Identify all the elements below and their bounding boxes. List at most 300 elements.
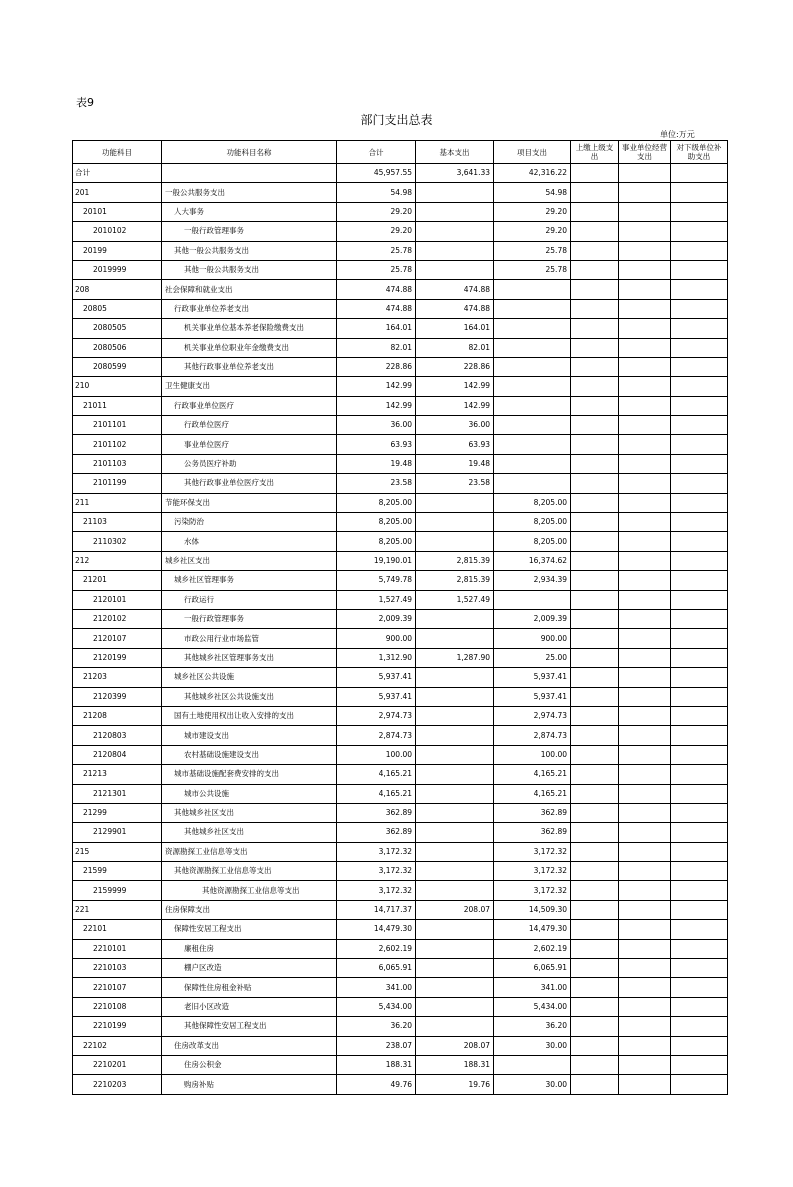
row-enterprise xyxy=(619,1036,671,1055)
row-subsidy xyxy=(671,803,728,822)
row-project: 900.00 xyxy=(494,629,571,648)
row-upper xyxy=(571,493,619,512)
row-total: 36.00 xyxy=(337,416,416,435)
row-code: 2210199 xyxy=(73,1017,162,1036)
table-row xyxy=(73,396,728,415)
row-enterprise xyxy=(619,920,671,939)
row-name: 城乡社区公共设施 xyxy=(162,668,337,687)
row-upper xyxy=(571,1017,619,1036)
row-basic xyxy=(416,241,494,260)
row-project: 3,172.32 xyxy=(494,881,571,900)
row-total: 45,957.55 xyxy=(337,164,416,183)
row-code: 21599 xyxy=(73,862,162,881)
row-name: 污染防治 xyxy=(162,513,337,532)
row-code: 2101199 xyxy=(73,474,162,493)
row-code: 21203 xyxy=(73,668,162,687)
row-code: 2101102 xyxy=(73,435,162,454)
row-total: 19,190.01 xyxy=(337,551,416,570)
row-name: 社会保障和就业支出 xyxy=(162,280,337,299)
row-subsidy xyxy=(671,202,728,221)
row-total: 362.89 xyxy=(337,823,416,842)
row-project: 30.00 xyxy=(494,1036,571,1055)
row-code: 2121301 xyxy=(73,784,162,803)
row-enterprise xyxy=(619,1075,671,1094)
row-enterprise xyxy=(619,532,671,551)
row-subsidy xyxy=(671,260,728,279)
header-name: 功能科目名称 xyxy=(162,141,337,164)
table-row xyxy=(73,784,728,803)
row-basic: 142.99 xyxy=(416,396,494,415)
table-row xyxy=(73,842,728,861)
row-total: 164.01 xyxy=(337,319,416,338)
row-upper xyxy=(571,222,619,241)
table-row xyxy=(73,1017,728,1036)
row-upper xyxy=(571,571,619,590)
row-code: 215 xyxy=(73,842,162,861)
row-total: 8,205.00 xyxy=(337,532,416,551)
row-name: 市政公用行业市场监管 xyxy=(162,629,337,648)
row-name: 其他城乡社区支出 xyxy=(162,823,337,842)
row-project: 5,937.41 xyxy=(494,668,571,687)
row-subsidy xyxy=(671,862,728,881)
row-project: 100.00 xyxy=(494,745,571,764)
row-basic: 2,815.39 xyxy=(416,571,494,590)
row-project xyxy=(494,590,571,609)
row-code: 20199 xyxy=(73,241,162,260)
row-subsidy xyxy=(671,726,728,745)
row-project: 25.78 xyxy=(494,260,571,279)
row-name: 其他资源勘探工业信息等支出 xyxy=(162,862,337,881)
row-enterprise xyxy=(619,164,671,183)
row-total: 23.58 xyxy=(337,474,416,493)
row-total: 100.00 xyxy=(337,745,416,764)
row-code: 208 xyxy=(73,280,162,299)
row-name: 棚户区改造 xyxy=(162,959,337,978)
row-upper xyxy=(571,803,619,822)
row-enterprise xyxy=(619,590,671,609)
row-code: 21103 xyxy=(73,513,162,532)
row-name: 购房补贴 xyxy=(162,1075,337,1094)
row-name: 城乡社区管理事务 xyxy=(162,571,337,590)
row-code: 2101103 xyxy=(73,454,162,473)
row-total: 4,165.21 xyxy=(337,784,416,803)
row-project: 5,937.41 xyxy=(494,687,571,706)
row-upper xyxy=(571,842,619,861)
row-code: 201 xyxy=(73,183,162,202)
row-upper xyxy=(571,338,619,357)
row-upper xyxy=(571,590,619,609)
table-row xyxy=(73,183,728,202)
row-code: 合计 xyxy=(73,164,162,183)
row-enterprise xyxy=(619,823,671,842)
row-name xyxy=(162,164,337,183)
row-upper xyxy=(571,435,619,454)
page-title: 部门支出总表 xyxy=(360,113,433,127)
row-upper xyxy=(571,745,619,764)
row-code: 22101 xyxy=(73,920,162,939)
header-project: 项目支出 xyxy=(494,141,571,164)
row-upper xyxy=(571,862,619,881)
row-total: 5,749.78 xyxy=(337,571,416,590)
table-row xyxy=(73,726,728,745)
row-project xyxy=(494,454,571,473)
row-subsidy xyxy=(671,474,728,493)
row-name: 节能环保支出 xyxy=(162,493,337,512)
row-name: 行政事业单位养老支出 xyxy=(162,299,337,318)
row-subsidy xyxy=(671,435,728,454)
table-row xyxy=(73,222,728,241)
row-code: 22102 xyxy=(73,1036,162,1055)
row-subsidy xyxy=(671,784,728,803)
table-row xyxy=(73,920,728,939)
row-subsidy xyxy=(671,745,728,764)
row-upper xyxy=(571,396,619,415)
row-total: 2,974.73 xyxy=(337,706,416,725)
row-basic xyxy=(416,920,494,939)
table-row xyxy=(73,648,728,667)
row-total: 54.98 xyxy=(337,183,416,202)
row-enterprise xyxy=(619,609,671,628)
table-number-label: 表9 xyxy=(76,96,94,109)
row-name: 其他资源勘探工业信息等支出 xyxy=(162,881,337,900)
row-name: 公务员医疗补助 xyxy=(162,454,337,473)
row-total: 29.20 xyxy=(337,202,416,221)
table-row xyxy=(73,338,728,357)
row-subsidy xyxy=(671,396,728,415)
row-subsidy xyxy=(671,280,728,299)
table-row xyxy=(73,299,728,318)
row-code: 221 xyxy=(73,900,162,919)
row-subsidy xyxy=(671,222,728,241)
row-project: 30.00 xyxy=(494,1075,571,1094)
row-upper xyxy=(571,978,619,997)
row-upper xyxy=(571,726,619,745)
row-basic xyxy=(416,629,494,648)
row-subsidy xyxy=(671,997,728,1016)
row-subsidy xyxy=(671,183,728,202)
row-code: 21201 xyxy=(73,571,162,590)
row-upper xyxy=(571,183,619,202)
table-row xyxy=(73,997,728,1016)
row-name: 农村基础设施建设支出 xyxy=(162,745,337,764)
row-enterprise xyxy=(619,513,671,532)
row-upper xyxy=(571,416,619,435)
row-total: 142.99 xyxy=(337,377,416,396)
row-name: 保障性住房租金补贴 xyxy=(162,978,337,997)
header-basic: 基本支出 xyxy=(416,141,494,164)
row-upper xyxy=(571,377,619,396)
row-subsidy xyxy=(671,571,728,590)
row-upper xyxy=(571,900,619,919)
row-code: 21299 xyxy=(73,803,162,822)
table-row xyxy=(73,609,728,628)
row-project: 5,434.00 xyxy=(494,997,571,1016)
row-basic: 36.00 xyxy=(416,416,494,435)
row-subsidy xyxy=(671,338,728,357)
row-basic xyxy=(416,183,494,202)
row-code: 2010102 xyxy=(73,222,162,241)
row-code: 20805 xyxy=(73,299,162,318)
row-upper xyxy=(571,1055,619,1074)
row-code: 21011 xyxy=(73,396,162,415)
row-upper xyxy=(571,648,619,667)
table-row xyxy=(73,454,728,473)
row-total: 238.07 xyxy=(337,1036,416,1055)
row-project: 341.00 xyxy=(494,978,571,997)
row-basic xyxy=(416,222,494,241)
row-subsidy xyxy=(671,513,728,532)
row-enterprise xyxy=(619,396,671,415)
row-project: 2,934.39 xyxy=(494,571,571,590)
row-project: 36.20 xyxy=(494,1017,571,1036)
row-code: 2120803 xyxy=(73,726,162,745)
row-project xyxy=(494,1055,571,1074)
row-project: 2,974.73 xyxy=(494,706,571,725)
row-name: 一般行政管理事务 xyxy=(162,609,337,628)
table-row xyxy=(73,803,728,822)
row-enterprise xyxy=(619,416,671,435)
row-enterprise xyxy=(619,784,671,803)
row-total: 2,009.39 xyxy=(337,609,416,628)
row-basic: 208.07 xyxy=(416,900,494,919)
row-project xyxy=(494,299,571,318)
row-enterprise xyxy=(619,959,671,978)
row-upper xyxy=(571,765,619,784)
row-project: 29.20 xyxy=(494,202,571,221)
table-row xyxy=(73,862,728,881)
row-subsidy xyxy=(671,299,728,318)
row-enterprise xyxy=(619,319,671,338)
row-subsidy xyxy=(671,1055,728,1074)
row-total: 49.76 xyxy=(337,1075,416,1094)
row-code: 21208 xyxy=(73,706,162,725)
row-basic xyxy=(416,202,494,221)
row-enterprise xyxy=(619,1055,671,1074)
row-total: 19.48 xyxy=(337,454,416,473)
row-total: 341.00 xyxy=(337,978,416,997)
row-name: 人大事务 xyxy=(162,202,337,221)
row-upper xyxy=(571,609,619,628)
row-total: 5,937.41 xyxy=(337,687,416,706)
row-name: 其他行政事业单位养老支出 xyxy=(162,357,337,376)
row-name: 其他保障性安居工程支出 xyxy=(162,1017,337,1036)
row-code: 2120399 xyxy=(73,687,162,706)
row-basic xyxy=(416,939,494,958)
row-name: 城市建设支出 xyxy=(162,726,337,745)
unit-label: 单位:万元 xyxy=(660,130,695,139)
row-code: 212 xyxy=(73,551,162,570)
table-row xyxy=(73,571,728,590)
row-subsidy xyxy=(671,978,728,997)
row-name: 资源勘探工业信息等支出 xyxy=(162,842,337,861)
table-row xyxy=(73,706,728,725)
row-upper xyxy=(571,357,619,376)
row-project: 42,316.22 xyxy=(494,164,571,183)
row-basic xyxy=(416,959,494,978)
row-enterprise xyxy=(619,803,671,822)
table-row xyxy=(73,1075,728,1094)
row-subsidy xyxy=(671,164,728,183)
row-total: 362.89 xyxy=(337,803,416,822)
row-project: 8,205.00 xyxy=(494,532,571,551)
row-code: 2159999 xyxy=(73,881,162,900)
row-name: 其他一般公共服务支出 xyxy=(162,241,337,260)
row-code: 20101 xyxy=(73,202,162,221)
row-enterprise xyxy=(619,862,671,881)
row-project: 6,065.91 xyxy=(494,959,571,978)
row-upper xyxy=(571,260,619,279)
header-upper: 上缴上级支出 xyxy=(571,141,619,164)
row-enterprise xyxy=(619,939,671,958)
row-subsidy xyxy=(671,900,728,919)
row-project xyxy=(494,396,571,415)
row-basic xyxy=(416,803,494,822)
row-code: 2210201 xyxy=(73,1055,162,1074)
row-code: 2080599 xyxy=(73,357,162,376)
row-basic: 82.01 xyxy=(416,338,494,357)
row-basic: 188.31 xyxy=(416,1055,494,1074)
row-enterprise xyxy=(619,338,671,357)
row-enterprise xyxy=(619,881,671,900)
header-total: 合计 xyxy=(337,141,416,164)
row-enterprise xyxy=(619,435,671,454)
row-project: 3,172.32 xyxy=(494,842,571,861)
table-row xyxy=(73,590,728,609)
table-row xyxy=(73,823,728,842)
row-name: 水体 xyxy=(162,532,337,551)
table-row xyxy=(73,532,728,551)
table-row xyxy=(73,881,728,900)
table-row xyxy=(73,513,728,532)
row-subsidy xyxy=(671,493,728,512)
row-project xyxy=(494,338,571,357)
row-enterprise xyxy=(619,648,671,667)
row-project: 2,874.73 xyxy=(494,726,571,745)
row-basic: 164.01 xyxy=(416,319,494,338)
row-basic xyxy=(416,532,494,551)
row-total: 8,205.00 xyxy=(337,513,416,532)
row-upper xyxy=(571,920,619,939)
row-subsidy xyxy=(671,668,728,687)
row-total: 3,172.32 xyxy=(337,862,416,881)
row-upper xyxy=(571,474,619,493)
row-basic: 474.88 xyxy=(416,280,494,299)
row-subsidy xyxy=(671,920,728,939)
row-upper xyxy=(571,668,619,687)
row-project: 25.78 xyxy=(494,241,571,260)
row-basic xyxy=(416,513,494,532)
table-row xyxy=(73,1055,728,1074)
row-project: 4,165.21 xyxy=(494,784,571,803)
row-enterprise xyxy=(619,726,671,745)
row-enterprise xyxy=(619,745,671,764)
row-subsidy xyxy=(671,532,728,551)
row-name: 其他城乡社区公共设施支出 xyxy=(162,687,337,706)
row-code: 2210107 xyxy=(73,978,162,997)
row-upper xyxy=(571,1036,619,1055)
row-basic: 1,287.90 xyxy=(416,648,494,667)
row-upper xyxy=(571,1075,619,1094)
row-upper xyxy=(571,939,619,958)
row-total: 474.88 xyxy=(337,280,416,299)
row-enterprise xyxy=(619,222,671,241)
row-total: 900.00 xyxy=(337,629,416,648)
row-basic: 208.07 xyxy=(416,1036,494,1055)
row-total: 82.01 xyxy=(337,338,416,357)
row-basic xyxy=(416,784,494,803)
row-basic xyxy=(416,1017,494,1036)
table-row xyxy=(73,377,728,396)
row-name: 其他城乡社区管理事务支出 xyxy=(162,648,337,667)
table-row xyxy=(73,687,728,706)
row-project xyxy=(494,319,571,338)
table-row xyxy=(73,260,728,279)
row-subsidy xyxy=(671,823,728,842)
row-basic xyxy=(416,493,494,512)
row-name: 其他行政事业单位医疗支出 xyxy=(162,474,337,493)
row-project: 362.89 xyxy=(494,803,571,822)
row-project: 25.00 xyxy=(494,648,571,667)
row-basic xyxy=(416,862,494,881)
row-subsidy xyxy=(671,1017,728,1036)
table-row xyxy=(73,939,728,958)
row-total: 188.31 xyxy=(337,1055,416,1074)
row-subsidy xyxy=(671,609,728,628)
table-row xyxy=(73,319,728,338)
row-project: 54.98 xyxy=(494,183,571,202)
row-code: 2120107 xyxy=(73,629,162,648)
row-code: 211 xyxy=(73,493,162,512)
row-name: 住房改革支出 xyxy=(162,1036,337,1055)
row-total: 14,717.37 xyxy=(337,900,416,919)
row-total: 1,527.49 xyxy=(337,590,416,609)
row-subsidy xyxy=(671,687,728,706)
row-enterprise xyxy=(619,900,671,919)
table-row xyxy=(73,629,728,648)
row-enterprise xyxy=(619,493,671,512)
row-total: 3,172.32 xyxy=(337,881,416,900)
row-basic xyxy=(416,765,494,784)
row-code: 2110302 xyxy=(73,532,162,551)
row-project xyxy=(494,280,571,299)
row-basic xyxy=(416,687,494,706)
row-name: 一般行政管理事务 xyxy=(162,222,337,241)
row-enterprise xyxy=(619,183,671,202)
row-enterprise xyxy=(619,668,671,687)
row-code: 2101101 xyxy=(73,416,162,435)
table-row xyxy=(73,241,728,260)
row-upper xyxy=(571,202,619,221)
row-total: 5,937.41 xyxy=(337,668,416,687)
row-name: 一般公共服务支出 xyxy=(162,183,337,202)
row-enterprise xyxy=(619,706,671,725)
row-name: 事业单位医疗 xyxy=(162,435,337,454)
row-enterprise xyxy=(619,629,671,648)
row-upper xyxy=(571,241,619,260)
row-subsidy xyxy=(671,1036,728,1055)
row-total: 2,602.19 xyxy=(337,939,416,958)
row-subsidy xyxy=(671,939,728,958)
table-row xyxy=(73,493,728,512)
row-upper xyxy=(571,997,619,1016)
table-row xyxy=(73,357,728,376)
row-total: 228.86 xyxy=(337,357,416,376)
row-total: 474.88 xyxy=(337,299,416,318)
row-code: 2080506 xyxy=(73,338,162,357)
row-total: 2,874.73 xyxy=(337,726,416,745)
row-basic: 228.86 xyxy=(416,357,494,376)
row-name: 廉租住房 xyxy=(162,939,337,958)
